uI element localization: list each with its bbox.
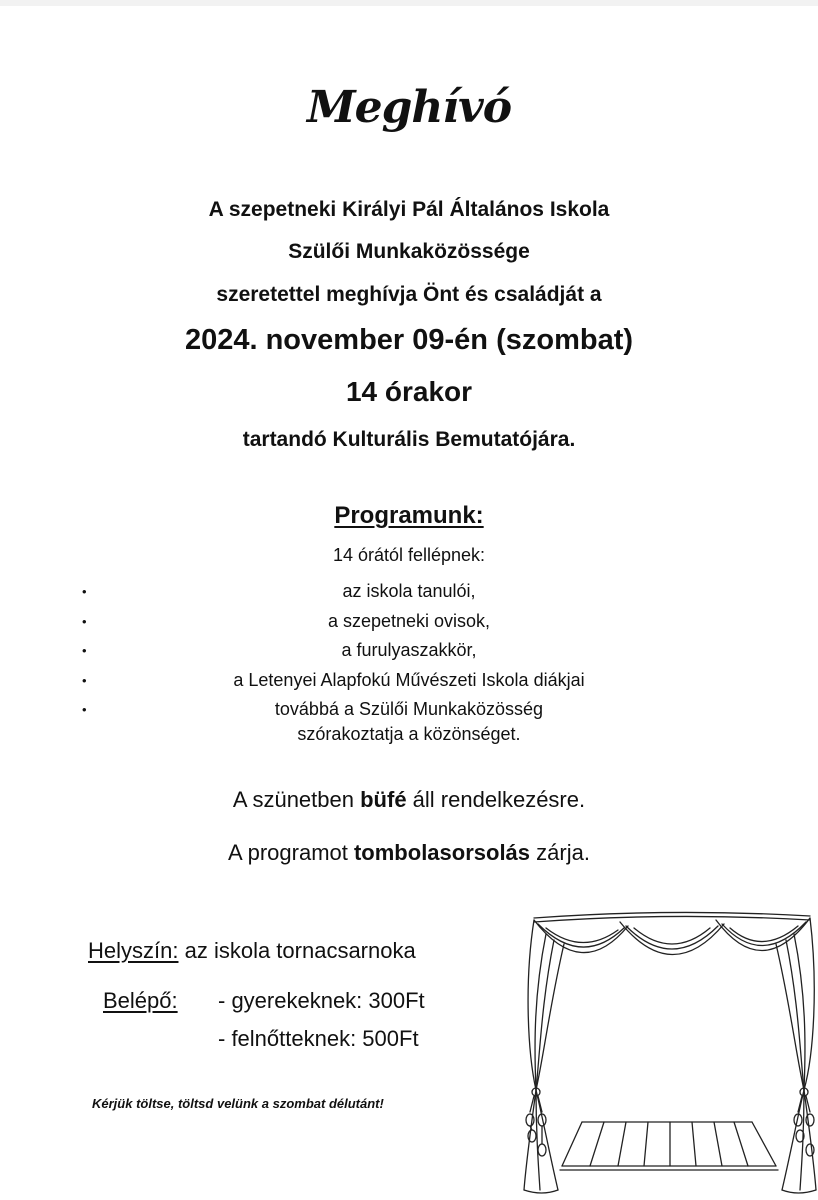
program-item — [0, 607, 818, 637]
program-item-text: a furulyaszakkör, — [341, 640, 477, 661]
buffet-note — [0, 787, 818, 813]
program-heading: Programunk: — [334, 502, 484, 529]
raffle-text-after: zárja. — [530, 840, 590, 865]
raffle-text-before: A programot — [228, 840, 354, 865]
program-list — [0, 577, 818, 725]
top-strip — [0, 0, 818, 6]
program-item-text: az iskola tanulói, — [342, 581, 476, 601]
bullet: • — [82, 702, 87, 718]
closing-note: Kérjük töltse, töltsd velünk a szombat délutánt! — [92, 1096, 384, 1111]
bullet: • — [82, 643, 87, 659]
buffet-text-after: áll rendelkezésre. — [406, 787, 586, 812]
entry-label: Belépő: — [103, 988, 178, 1013]
raffle-note — [0, 840, 818, 866]
program-last-line: szórakoztatja a közönséget. — [297, 724, 521, 744]
program-item — [0, 666, 818, 696]
invitation-text: szeretettel meghívja Önt és családját a — [216, 283, 602, 306]
program-item — [0, 695, 818, 725]
buffet-text-before: A szünetben — [232, 787, 361, 812]
program-item-text: a szepetneki ovisok, — [327, 610, 491, 631]
venue-label: Helyszín: — [88, 938, 179, 963]
venue — [88, 938, 416, 964]
event-name: tartandó Kulturális Bemutatójára. — [242, 428, 576, 451]
price-children: - gyerekeknek: 300Ft — [218, 988, 425, 1013]
program-intro: 14 órától fellépnek: — [332, 545, 486, 565]
theater-curtain-stage-icon — [520, 904, 818, 1200]
raffle-bold: tombolasorsolás — [353, 840, 531, 865]
program-item — [0, 577, 818, 607]
organizer-school: A szepetneki Királyi Pál Általános Iskola — [208, 198, 610, 221]
price-adults: - felnőtteknek: 500Ft — [218, 1026, 419, 1051]
organizer-parents: Szülői Munkaközössége — [288, 240, 530, 263]
bullet: • — [82, 672, 87, 688]
bullet: • — [82, 584, 87, 599]
program-item-text: a Letenyei Alapfokú Művészeti Iskola diákjai — [233, 669, 585, 690]
event-time: 14 órakor — [345, 376, 473, 407]
event-date: 2024. november 09-én (szombat) — [184, 324, 634, 356]
buffet-bold: büfé — [360, 787, 407, 812]
program-item-text: továbbá a Szülői Munkaközösség — [274, 699, 544, 720]
bullet: • — [82, 613, 87, 629]
invitation-title: Meghívó — [306, 82, 512, 133]
venue-value: az iskola tornacsarnoka — [178, 938, 416, 963]
program-item — [0, 636, 818, 666]
